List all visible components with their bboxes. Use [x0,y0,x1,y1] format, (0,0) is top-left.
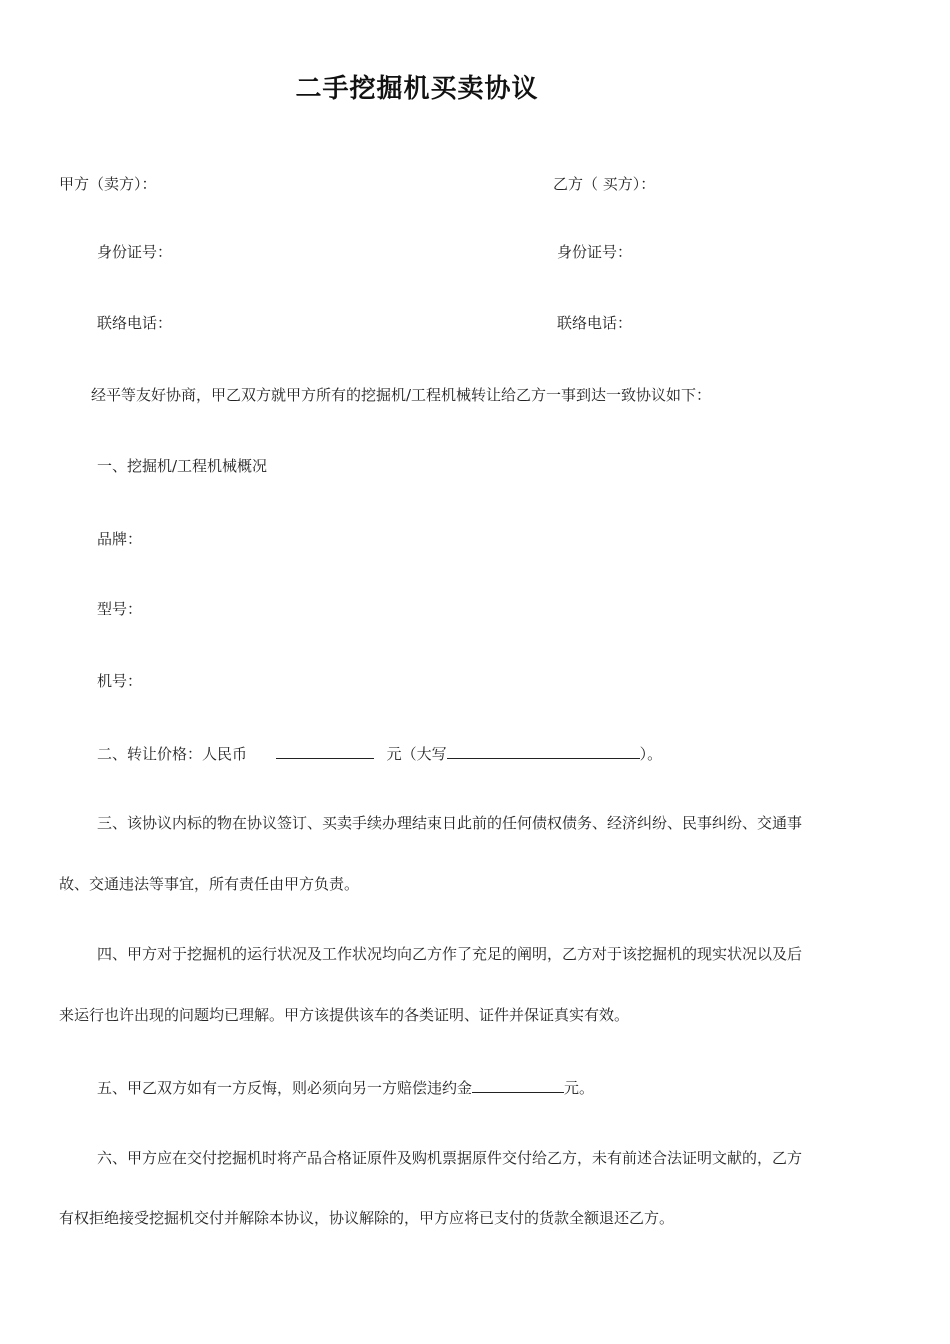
section-3-line-2: 故、交通违法等事宜，所有责任由甲方负责。 [59,875,360,893]
section-6-line-2: 有权拒绝接受挖掘机交付并解除本协议，协议解除的，甲方应将已支付的货款全额退还乙方。 [59,1209,675,1227]
intro-paragraph: 经平等友好协商，甲乙双方就甲方所有的挖掘机/工程机械转让给乙方一事到达一致协议如下： [91,386,712,404]
section-3-line-1: 三、该协议内标的物在协议签订、买卖手续办理结束日此前的任何债权债务、经济纠纷、民事纠纷、交通事 [97,814,803,832]
price-uppercase-blank[interactable] [447,742,640,759]
model-label: 型号： [97,600,143,618]
penalty-amount-blank[interactable] [472,1076,564,1093]
section-6-line-1: 六、甲方应在交付挖掘机时将产品合格证原件及购机票据原件交付给乙方，未有前述合法证明文献的，乙方 [97,1149,803,1167]
section-5-penalty [97,1076,594,1098]
price-suffix: ）。 [639,745,663,763]
document-title: 二手挖掘机买卖协议 [295,74,539,104]
party-b-id-label: 身份证号： [557,243,633,261]
party-a-phone-label: 联络电话： [97,314,173,332]
penalty-prefix: 五、甲乙双方如有一方反悔，则必须向另一方赔偿违约金 [97,1079,473,1097]
section-2-price [97,742,662,764]
section-4-line-2: 来运行也许出现的问题均已理解。甲方该提供该车的各类证明、证件并保证真实有效。 [59,1006,630,1024]
price-prefix: 二、转让价格：人民币 [97,745,248,763]
party-a-label: 甲方（卖方）： [59,175,157,193]
serial-number-label: 机号： [97,672,143,690]
price-amount-blank[interactable] [276,742,374,759]
section-4-line-1: 四、甲方对于挖掘机的运行状况及工作状况均向乙方作了充足的阐明，乙方对于该挖掘机的现实状况以及后 [97,945,803,963]
penalty-suffix: 元。 [564,1079,595,1097]
price-unit: 元（大写 [386,745,447,763]
brand-label: 品牌： [97,530,143,548]
party-b-phone-label: 联络电话： [557,314,633,332]
section-1-heading: 一、挖掘机/工程机械概况 [97,457,268,475]
party-b-label: 乙方（ 买方）： [553,175,656,193]
party-a-id-label: 身份证号： [97,243,173,261]
